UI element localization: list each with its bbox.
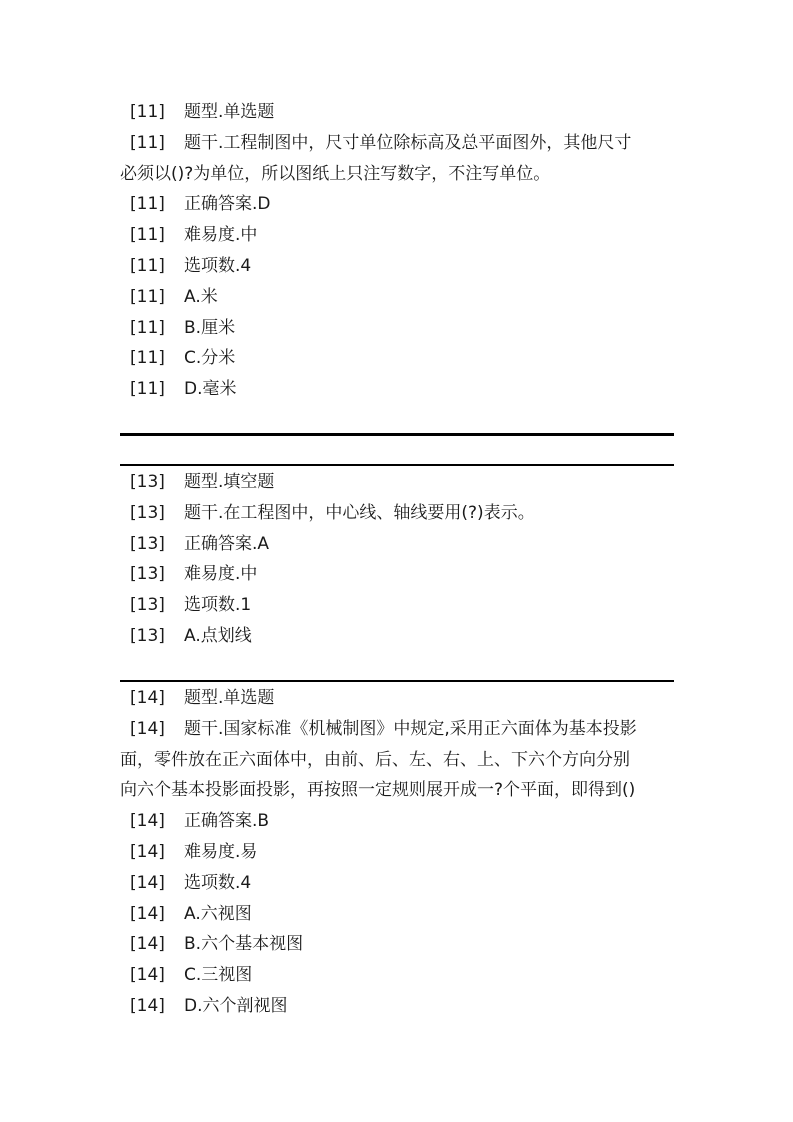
q13-option-count-row (120, 590, 676, 621)
q14-option-d (120, 991, 676, 1022)
q14-number: [14] (130, 811, 165, 832)
q13-type: 题型.填空题 (184, 472, 275, 492)
q13-number: [13] (130, 533, 165, 554)
q11-option-d (120, 374, 676, 405)
q14-stem-continuation-1: 面，零件放在正六面体中，由前、后、左、右、上、下六个方向分别 (120, 749, 630, 770)
q14-stem: 题干.国家标准《机械制图》中规定,采用正六面体为基本投影 (184, 718, 637, 739)
q14-difficulty: 难易度.易 (184, 841, 258, 862)
q13-stem: 题干.在工程图中，中心线、轴线要用(?)表示。 (184, 502, 535, 523)
q14-type-row (120, 683, 676, 714)
q13-number: [13] (130, 625, 165, 646)
q11-difficulty-row (120, 220, 676, 251)
q14-number: [14] (130, 903, 165, 924)
q11-type-row (120, 97, 676, 128)
q13-number: [13] (130, 564, 165, 585)
q14-answer: 正确答案.B (184, 811, 270, 832)
question-13 (120, 467, 676, 652)
q13-difficulty: 难易度.中 (184, 564, 258, 585)
q14-difficulty-row (120, 837, 676, 868)
q14-number: [14] (130, 718, 165, 739)
q13-number: [13] (130, 595, 165, 616)
q11-number: [11] (130, 102, 165, 122)
q14-option-text: A.六视图 (184, 903, 252, 924)
q13-difficulty-row (120, 559, 676, 590)
q11-number: [11] (130, 225, 165, 246)
q14-number: [14] (130, 995, 165, 1016)
q11-option-text: A.米 (184, 286, 218, 307)
q11-option-text: B.厘米 (184, 317, 236, 338)
q14-number: [14] (130, 934, 165, 955)
q11-option-text: C.分米 (184, 348, 236, 369)
q11-stem-continuation: 必须以()?为单位，所以图纸上只注写数字，不注写单位。 (120, 163, 551, 184)
q14-option-a (120, 899, 676, 930)
q11-option-b (120, 313, 676, 344)
q11-answer-row (120, 189, 676, 220)
q14-type: 题型.单选题 (184, 688, 275, 708)
q13-option-count: 选项数.1 (184, 595, 252, 616)
q11-number: [11] (130, 348, 165, 369)
q11-number: [11] (130, 379, 165, 400)
q13-answer: 正确答案.A (184, 533, 270, 554)
q14-option-text: B.六个基本视图 (184, 934, 304, 955)
q11-number: [11] (130, 286, 165, 307)
thick-divider (120, 433, 674, 436)
q13-number: [13] (130, 472, 165, 492)
q11-stem: 题干.工程制图中，尺寸单位除标高及总平面图外，其他尺寸 (184, 132, 632, 153)
q11-stem-row (120, 128, 676, 159)
q14-option-count: 选项数.4 (184, 872, 252, 893)
q11-option-count: 选项数.4 (184, 255, 252, 276)
q14-stem-continuation-2: 向六个基本投影面投影，再按照一定规则展开成一?个平面，即得到() (120, 780, 636, 801)
question-14 (120, 683, 676, 1022)
q13-option-text: A.点划线 (184, 625, 252, 646)
q11-number: [11] (130, 194, 165, 215)
q14-option-b (120, 929, 676, 960)
q14-number: [14] (130, 841, 165, 862)
q11-number: [11] (130, 132, 165, 153)
divider (120, 680, 674, 682)
q13-answer-row (120, 529, 676, 560)
q11-difficulty: 难易度.中 (184, 225, 258, 246)
q11-option-text: D.毫米 (184, 379, 237, 400)
q14-number: [14] (130, 872, 165, 893)
q14-option-text: D.六个剖视图 (184, 995, 288, 1016)
q14-stem-row (120, 714, 676, 745)
divider (120, 464, 674, 466)
q11-option-count-row (120, 251, 676, 282)
q14-number: [14] (130, 965, 165, 986)
q11-number: [11] (130, 255, 165, 276)
q11-answer: 正确答案.D (184, 194, 271, 215)
q11-option-c (120, 343, 676, 374)
q14-option-count-row (120, 868, 676, 899)
q13-stem-row (120, 498, 676, 529)
q14-option-c (120, 960, 676, 991)
q14-option-text: C.三视图 (184, 965, 253, 986)
q13-number: [13] (130, 502, 165, 523)
q11-option-a (120, 282, 676, 313)
q11-number: [11] (130, 317, 165, 338)
q13-option-a (120, 621, 676, 652)
q14-answer-row (120, 806, 676, 837)
q14-number: [14] (130, 688, 165, 708)
q11-type: 题型.单选题 (184, 102, 275, 122)
question-11 (120, 97, 676, 405)
q13-type-row (120, 467, 676, 498)
